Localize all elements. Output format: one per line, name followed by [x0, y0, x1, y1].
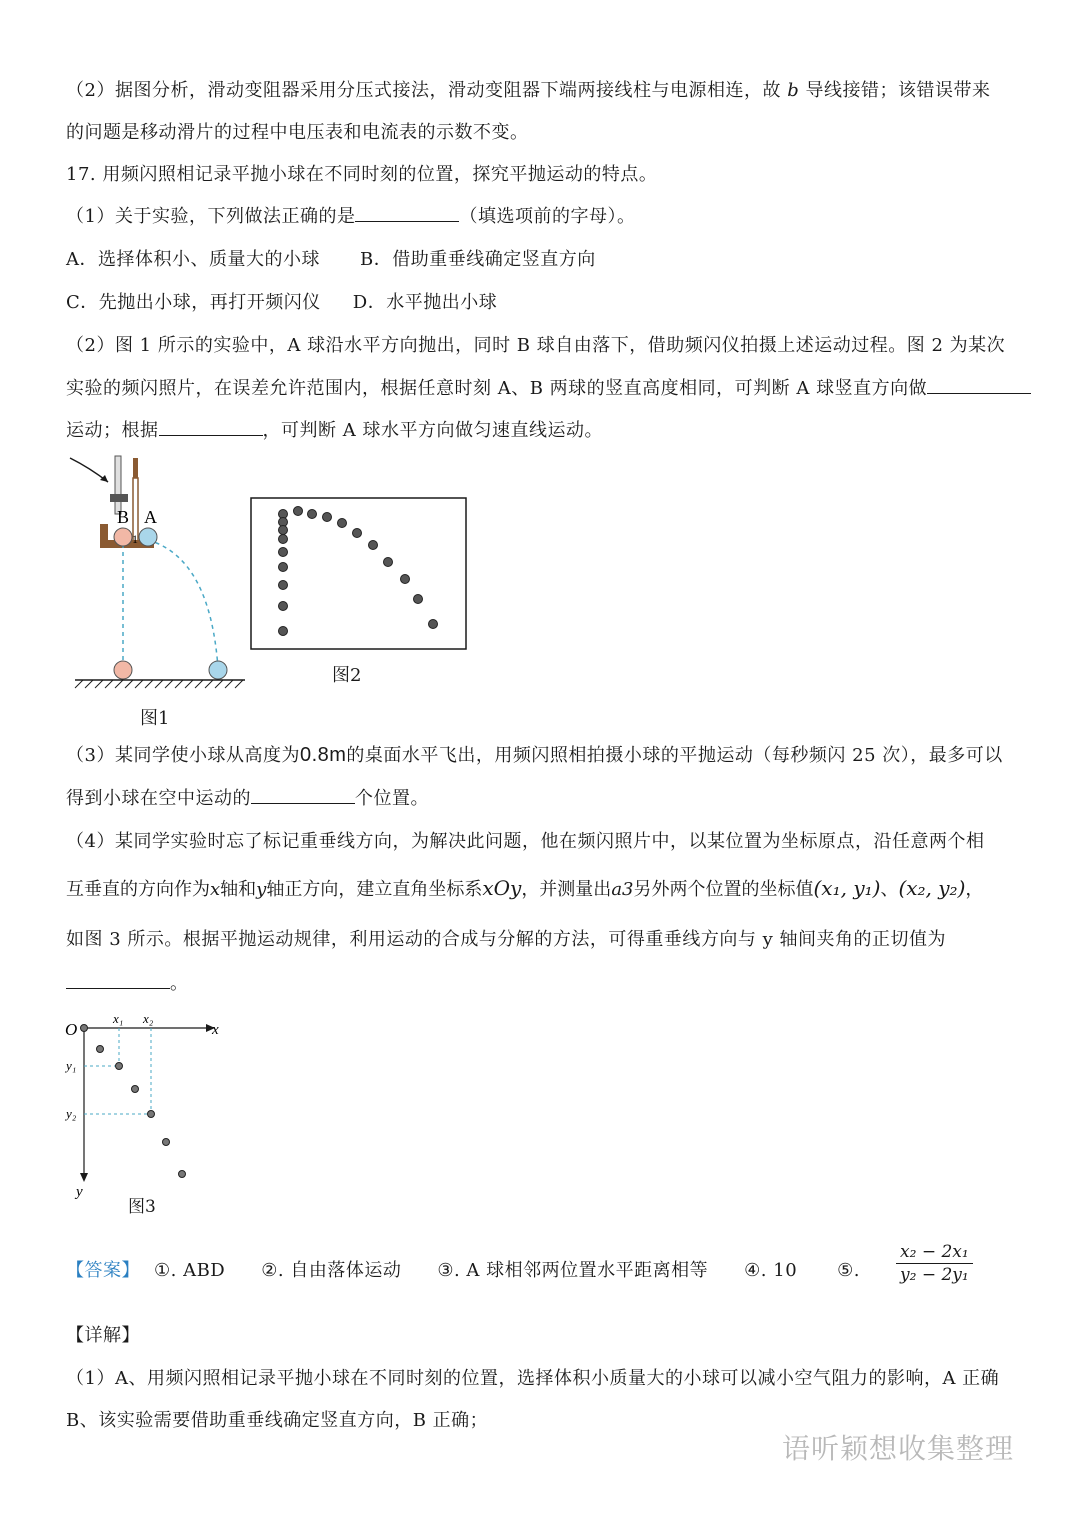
dot-b	[279, 535, 288, 544]
fraction-denominator: y₂ − 2y₁	[900, 1265, 969, 1285]
q16-part2-line2: 的问题是移动滑片的过程中电压表和电流表的示数不变。	[66, 122, 529, 143]
answer-4: ④. 10	[744, 1260, 798, 1281]
ball-a-path	[148, 540, 218, 668]
q17-part2-line3: 运动；根据 ，可判断 A 球水平方向做匀速直线运动。	[66, 416, 603, 442]
q17-part4-line1: （4）某同学实验时忘了标记重垂线方向，为解决此问题，他在频闪照片中，以某位置为坐标原点，沿任意两个相	[66, 831, 985, 852]
dot-a	[308, 510, 317, 519]
dot-a	[338, 519, 347, 528]
answer-blank[interactable]	[927, 375, 1031, 394]
label-x2: x₂	[143, 1011, 154, 1026]
point-origin	[81, 1025, 88, 1032]
dot-b	[279, 563, 288, 572]
dot-a	[401, 575, 410, 584]
dot-a	[384, 558, 393, 567]
point	[97, 1046, 104, 1053]
dot-a	[414, 595, 423, 604]
answer-blank[interactable]	[66, 970, 170, 989]
dot-b	[279, 627, 288, 636]
q17-part4-line2: 互垂直的方向作为x轴和y轴正方向，建立直角坐标系xOy，并测量出a3另外两个位置的坐标值(x₁, y₁)、(x₂, y₂)，	[66, 876, 984, 900]
ball-b-bottom	[114, 661, 132, 679]
answer-3: ③. A 球相邻两位置水平距离相等	[437, 1260, 709, 1281]
point	[179, 1171, 186, 1178]
answer-blank[interactable]	[159, 417, 263, 436]
dot-b	[279, 548, 288, 557]
point-2	[148, 1111, 155, 1118]
detail-tag: 【详解】	[66, 1325, 140, 1346]
point-1	[116, 1063, 123, 1070]
q17-part4-line3: 如图 3 所示。根据平抛运动规律，利用运动的合成与分解的方法，可得重垂线方向与 y 轴间夹角的正切值为	[66, 929, 947, 950]
answer-1: ①. ABD	[154, 1260, 226, 1281]
q17-options-row2	[66, 288, 497, 314]
label-a: A	[144, 507, 157, 527]
point	[132, 1086, 139, 1093]
label-y1: y₁	[66, 1058, 77, 1073]
label-b: B	[117, 507, 130, 527]
detail-line2: B、该实验需要借助重垂线确定竖直方向，B 正确；	[66, 1410, 489, 1431]
label-o: O	[65, 1020, 78, 1039]
dot-a	[353, 529, 362, 538]
guide-lines	[84, 1028, 151, 1114]
answer-blank[interactable]	[251, 785, 355, 804]
q17-part2-line2: 实验的频闪照片，在误差允许范围内，根据任意时刻 A、B 两球的竖直高度相同，可判断 A 球竖直方向做	[66, 374, 1031, 400]
figure-2-caption: 图2	[332, 665, 362, 686]
dot-a	[323, 513, 332, 522]
height-value: 0.8m	[299, 744, 347, 766]
dot-a	[294, 507, 303, 516]
striker-rod	[115, 456, 121, 514]
dot-b	[279, 526, 288, 535]
ball-b-top	[114, 528, 132, 546]
dot-a	[429, 620, 438, 629]
q17-part3-line1: （3）某同学使小球从高度为0.8m的桌面水平飞出，用频闪照相拍摄小球的平抛运动（每秒频闪 25 次），最多可以	[66, 744, 1003, 766]
label-y2: y₂	[66, 1106, 77, 1121]
figure-3-caption: 图3	[128, 1197, 156, 1217]
figure-1	[60, 448, 260, 698]
ball-a-top	[139, 528, 157, 546]
answer-5-fraction	[896, 1242, 973, 1285]
q17-stem: 17. 用频闪照相记录平抛小球在不同时刻的位置，探究平抛运动的特点。	[66, 164, 658, 185]
q16-part2-line1: （2）据图分析，滑动变阻器采用分压式接法，滑动变阻器下端两接线柱与电源相连，故 b 导线接错；该错误带来	[66, 80, 991, 101]
option-d: D．水平抛出小球	[352, 292, 498, 313]
q17-part3-line2: 得到小球在空中运动的 个位置。	[66, 784, 429, 810]
q17-options-row1	[66, 245, 596, 271]
dot-b	[279, 581, 288, 590]
watermark: 语听颖想收集整理	[781, 1432, 1014, 1465]
answer-5-prefix: ⑤.	[837, 1260, 860, 1281]
striker-head	[110, 494, 128, 502]
var-b: b	[787, 80, 800, 101]
q17-part4-line4: 。	[66, 969, 189, 995]
answer-tag: 【答案】	[66, 1260, 140, 1281]
label-x1: x₁	[113, 1011, 124, 1026]
option-c: C．先抛出小球，再打开频闪仪	[66, 292, 321, 313]
label-1: 1	[132, 532, 138, 546]
option-a: A．选择体积小、质量大的小球	[66, 249, 320, 270]
answer-2: ②. 自由落体运动	[261, 1260, 402, 1281]
ball-a-bottom	[209, 661, 227, 679]
figure-2	[250, 497, 468, 651]
point	[163, 1139, 170, 1146]
q17-part1: （1）关于实验，下列做法正确的是 （填选项前的字母）。	[66, 202, 635, 228]
figure-1-caption: 图1	[140, 708, 170, 729]
dot-a	[369, 541, 378, 550]
fraction-numerator: x₂ − 2x₁	[896, 1242, 973, 1264]
stand-top	[133, 458, 138, 478]
dot-b	[279, 602, 288, 611]
q17-part2-line1: （2）图 1 所示的实验中，A 球沿水平方向抛出，同时 B 球自由落下，借助频闪仪拍摄上述运动过程。图 2 为某次	[66, 335, 1006, 356]
answer-blank[interactable]	[355, 203, 459, 222]
option-b: B．借助重垂线确定竖直方向	[360, 249, 596, 270]
figure-3	[60, 1008, 230, 1218]
ground-hatch	[75, 680, 243, 688]
y-axis-arrow	[80, 1173, 88, 1182]
label-x: x	[212, 1022, 219, 1038]
label-y: y	[76, 1184, 83, 1200]
detail-line1: （1）A、用频闪照相记录平抛小球在不同时刻的位置，选择体积小质量大的小球可以减小空气阻力的影响，A 正确	[66, 1368, 1000, 1389]
answer-line	[66, 1256, 860, 1282]
